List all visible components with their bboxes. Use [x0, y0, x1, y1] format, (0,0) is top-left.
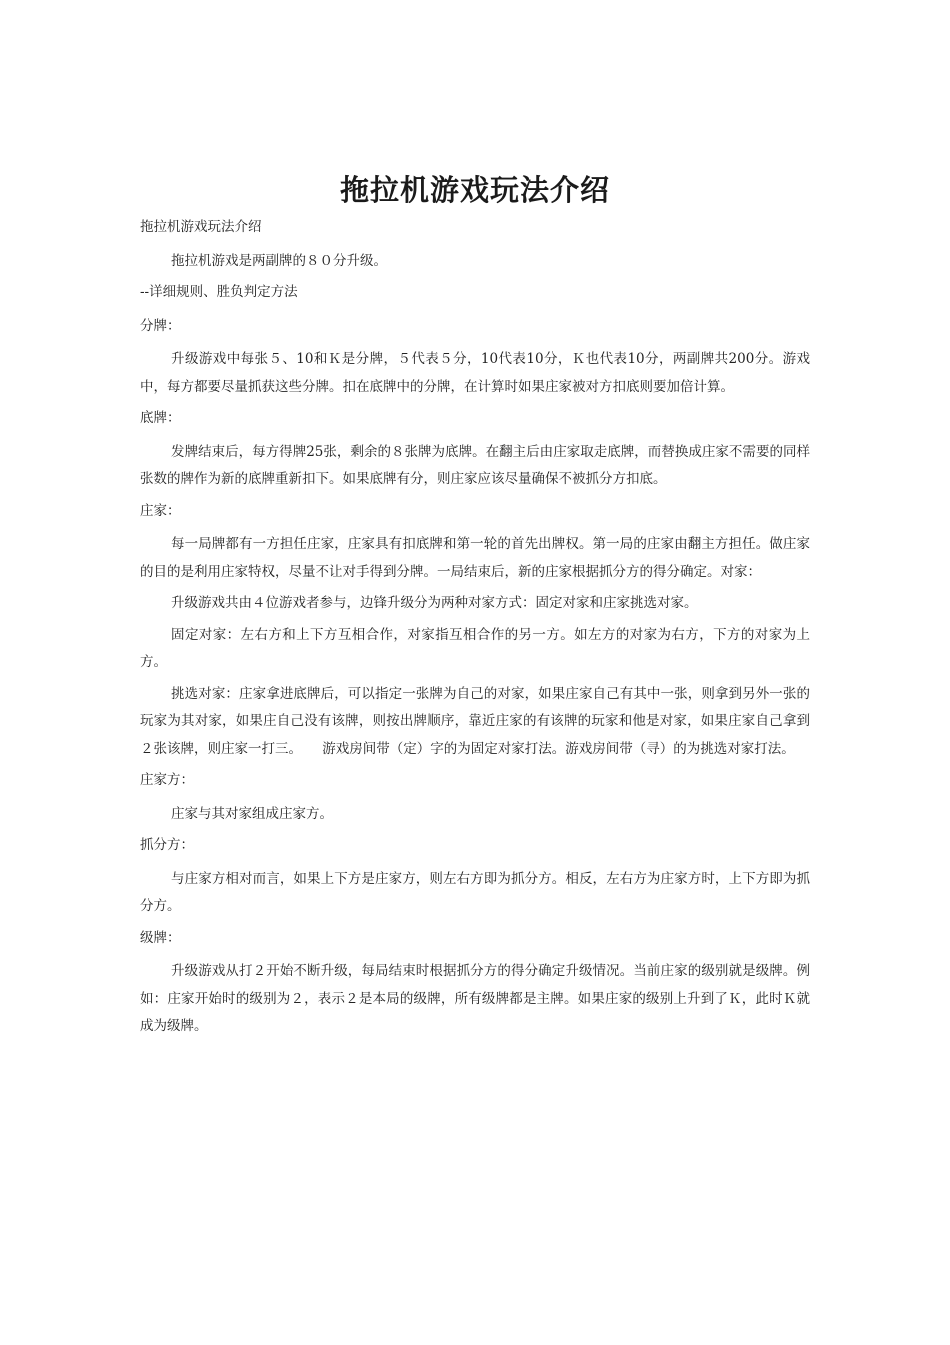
section-text-fenpai: 升级游戏中每张５、10和Ｋ是分牌，５代表５分，10代表10分，Ｋ也代表10分，两副牌共200分。游戏中，每方都要尽量抓获这些分牌。扣在底牌中的分牌，在计算时如果庄家被对方扣底则要加倍计算。: [140, 351, 810, 395]
section-text-zhuangjiafang: 庄家与其对家组成庄家方。: [171, 805, 334, 822]
section-text-dipai: 发牌结束后，每方得牌25张，剩余的８张牌为底牌。在翻主后由庄家取走底牌，而替换成庄家不需要的同样张数的牌作为新的底牌重新扣下。如果底牌有分，则庄家应该尽量确保不被抓分方扣底。: [140, 443, 810, 487]
section-text-guding-duijia: 固定对家：左右方和上下方互相合作，对家指互相合作的另一方。如左方的对家为右方，下方的对家为上方。: [140, 626, 810, 670]
section-text-jipai: 升级游戏从打２开始不断升级，每局结束时根据抓分方的得分确定升级情况。当前庄家的级别就是级牌。例如：庄家开始时的级别为２，表示２是本局的级牌，所有级牌都是主牌。如果庄家的级别上升到了Ｋ，此时Ｋ就成为级牌。: [140, 963, 810, 1034]
section-text-duijia: 升级游戏共由４位游戏者参与，边锋升级分为两种对家方式：固定对家和庄家挑选对家。: [171, 595, 698, 611]
section-heading-zhuangjiafang: 庄家方：: [140, 772, 194, 788]
document-subtitle: 拖拉机游戏玩法介绍: [140, 219, 262, 235]
document-title: 拖拉机游戏玩法介绍: [339, 173, 610, 207]
rules-heading: --详细规则、胜负判定方法: [140, 284, 298, 300]
section-heading-zhuafenfang: 抓分方：: [140, 837, 194, 853]
document-body: [140, 214, 810, 1045]
section-text-zhuafenfang: 与庄家方相对而言，如果上下方是庄家方，则左右方即为抓分方。相反，左右方为庄家方时，上下方即为抓分方。: [140, 870, 810, 914]
section-text-zhuangjia: 每一局牌都有一方担任庄家，庄家具有扣底牌和第一轮的首先出牌权。第一局的庄家由翻主方担任。做庄家的目的是利用庄家特权，尽量不让对手得到分牌。一局结束后，新的庄家根据抓分方的得分确定。对家：: [140, 536, 810, 580]
section-heading-dipai: 底牌：: [140, 410, 181, 426]
section-heading-jipai: 级牌：: [140, 929, 181, 946]
intro-paragraph: 拖拉机游戏是两副牌的８０分升级。: [171, 252, 388, 269]
section-heading-zhuangjia: 庄家：: [140, 502, 181, 519]
section-text-tiaoxuan-duijia: 挑选对家：庄家拿进底牌后，可以指定一张牌为自己的对家，如果庄家自己有其中一张，则拿到另外一张的玩家为其对家，如果庄自己没有该牌，则按出牌顺序，靠近庄家的有该牌的玩家和他是对家，如果庄家自己拿到２张该牌，则庄家一打三。 游戏房间带（定）字的为固定对家打法。游戏房间带（寻）的为挑选对家打法。: [140, 685, 810, 757]
section-heading-fenpai: 分牌：: [140, 317, 181, 334]
